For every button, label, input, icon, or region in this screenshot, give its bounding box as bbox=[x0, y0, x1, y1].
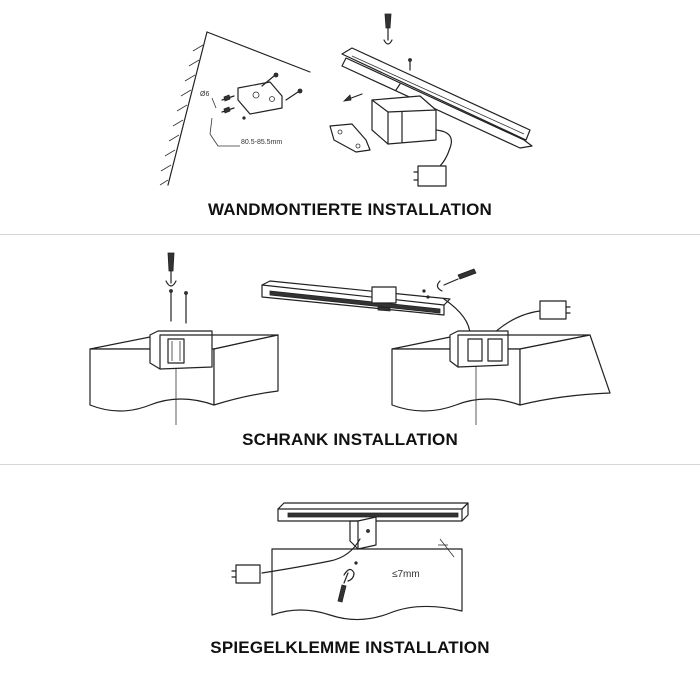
section-title: SCHRANK INSTALLATION bbox=[242, 430, 458, 449]
panel-mirror-clamp bbox=[0, 465, 700, 700]
mounting-box bbox=[450, 331, 508, 367]
mirror-panel bbox=[272, 539, 462, 620]
driver-box bbox=[232, 565, 260, 583]
panel-wall-mount bbox=[0, 0, 700, 235]
section-title: SPIEGELKLEMME INSTALLATION bbox=[210, 638, 490, 657]
mirror-clamp bbox=[350, 517, 376, 549]
hole-spacing-label: 80.5-85.5mm bbox=[241, 139, 283, 146]
drill-diameter-label: Ø6 bbox=[200, 91, 210, 98]
driver-box bbox=[414, 166, 446, 186]
light-bar bbox=[262, 281, 450, 315]
direction-arrow bbox=[344, 94, 362, 101]
screwdriver-icon bbox=[384, 14, 392, 44]
wall-bracket bbox=[238, 82, 282, 114]
light-bar bbox=[342, 48, 532, 148]
loose-bracket bbox=[330, 124, 370, 152]
mounting-box bbox=[150, 331, 212, 369]
mirror-thickness-label: ≤7mm bbox=[392, 569, 420, 580]
mounting-box bbox=[372, 96, 436, 144]
mirror-clamp-diagram bbox=[0, 465, 700, 700]
wall-hatch bbox=[160, 32, 310, 185]
screwdriver-icon bbox=[437, 269, 476, 291]
section-title: WANDMONTIERTE INSTALLATION bbox=[207, 200, 493, 219]
driver-box bbox=[540, 301, 570, 319]
panel-cabinet bbox=[0, 235, 700, 465]
screwdriver-icon bbox=[166, 253, 176, 286]
